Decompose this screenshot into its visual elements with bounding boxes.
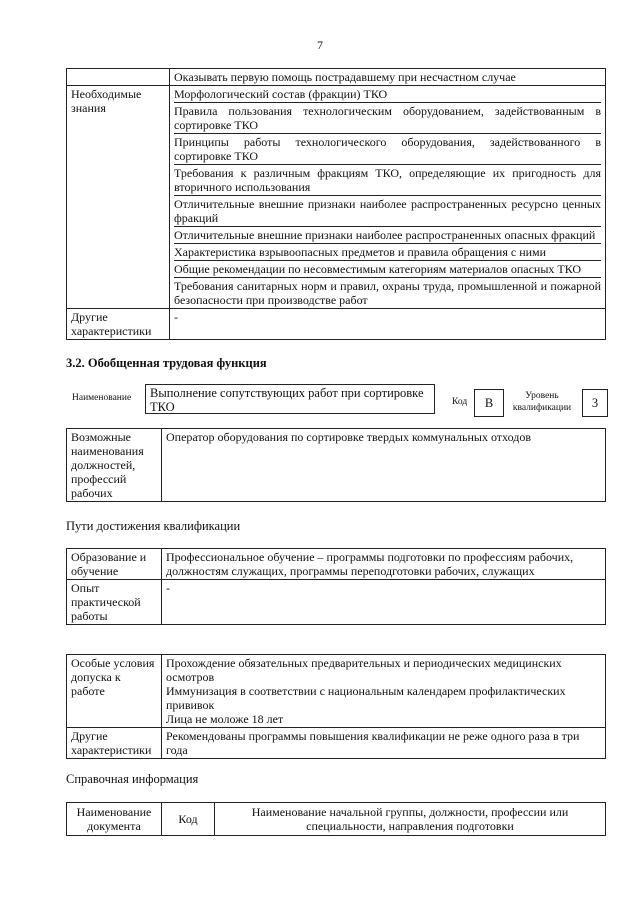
list-item: Требования санитарных норм и правил, охраны труда, промышленной и пожарной безопасности при производстве работ <box>174 279 601 307</box>
code-box: B <box>474 389 504 417</box>
code-label: Код <box>452 397 468 407</box>
education-value: Профессиональное обучение – программы подготовки по профессиям рабочих, должностям служащих, программы переподготовки рабочих, служащих <box>162 549 606 580</box>
other-characteristics-value: Рекомендованы программы повышения квалификации не реже одного раза в три года <box>162 728 606 759</box>
special-conditions-label: Особые условия допуска к работе <box>67 655 162 728</box>
list-item: Принципы работы технологического оборудования, задействованного в сортировке ТКО <box>174 135 601 163</box>
required-knowledge-label: Необходимые знания <box>67 86 170 309</box>
qualification-paths-title: Пути достижения квалификации <box>66 519 241 533</box>
level-box: 3 <box>582 389 608 417</box>
table-row <box>67 728 606 759</box>
table-row <box>67 86 606 309</box>
reference-table <box>66 802 606 836</box>
table-row <box>67 580 606 625</box>
education-label: Образование и обучение <box>67 549 162 580</box>
empty-label-cell <box>67 69 170 86</box>
first-aid-cell: Оказывать первую помощь пострадавшему при несчастном случае <box>170 69 606 86</box>
special-conditions-table <box>66 654 606 759</box>
column-header-code: Код <box>162 803 215 836</box>
positions-label: Возможные наименования должностей, профессий рабочих <box>67 429 162 502</box>
required-knowledge-list <box>170 86 606 309</box>
column-header-document: Наименование документа <box>67 803 162 836</box>
qualification-level-label: Уровень квалификации <box>512 391 572 413</box>
table-row <box>67 309 606 340</box>
list-item: Отличительные внешние признаки наиболее распространенных опасных фракций <box>174 227 601 244</box>
table-row <box>67 429 606 502</box>
list-item: Характеристика взрывоопасных предметов и правила обращения с ними <box>174 244 601 261</box>
other-characteristics-label: Другие характеристики <box>67 728 162 759</box>
condition-line: Прохождение обязательных предварительных и периодических медицинских осмотров <box>166 656 562 684</box>
experience-value: - <box>162 580 606 625</box>
column-header-name: Наименование начальной группы, должности, профессии или специальности, направления подготовки <box>215 803 606 836</box>
reference-title: Справочная информация <box>66 772 199 786</box>
table-row <box>67 69 606 86</box>
knowledge-table <box>66 68 606 340</box>
list-item: Правила пользования технологическим оборудованием, задействованным в сортировке ТКО <box>174 104 601 132</box>
positions-table <box>66 428 606 502</box>
name-label: Наименование <box>72 393 132 403</box>
table-row <box>67 803 606 836</box>
list-item: Требования к различным фракциям ТКО, определяющие их пригодность для вторичного использования <box>174 166 601 194</box>
function-name-box: Выполнение сопутствующих работ при сортировке ТКО <box>145 384 435 414</box>
education-table <box>66 548 606 625</box>
table-row <box>67 549 606 580</box>
experience-label: Опыт практической работы <box>67 580 162 625</box>
table-row <box>67 655 606 728</box>
other-characteristics-label: Другие характеристики <box>67 309 170 340</box>
list-item: Общие рекомендации по несовместимым категориям материалов опасных ТКО <box>174 261 601 278</box>
special-conditions-value <box>162 655 606 728</box>
page-number: 7 <box>317 38 323 52</box>
positions-value: Оператор оборудования по сортировке твердых коммунальных отходов <box>162 429 606 502</box>
other-characteristics-value: - <box>170 309 606 340</box>
condition-line: Иммунизация в соответствии с национальным календарем профилактических прививок <box>166 684 566 712</box>
section-heading: 3.2. Обобщенная трудовая функция <box>66 356 267 370</box>
condition-line: Лица не моложе 18 лет <box>166 712 284 726</box>
list-item: Морфологический состав (фракции) ТКО <box>174 86 601 103</box>
list-item: Отличительные внешние признаки наиболее распространенных ресурсно ценных фракций <box>174 197 601 225</box>
